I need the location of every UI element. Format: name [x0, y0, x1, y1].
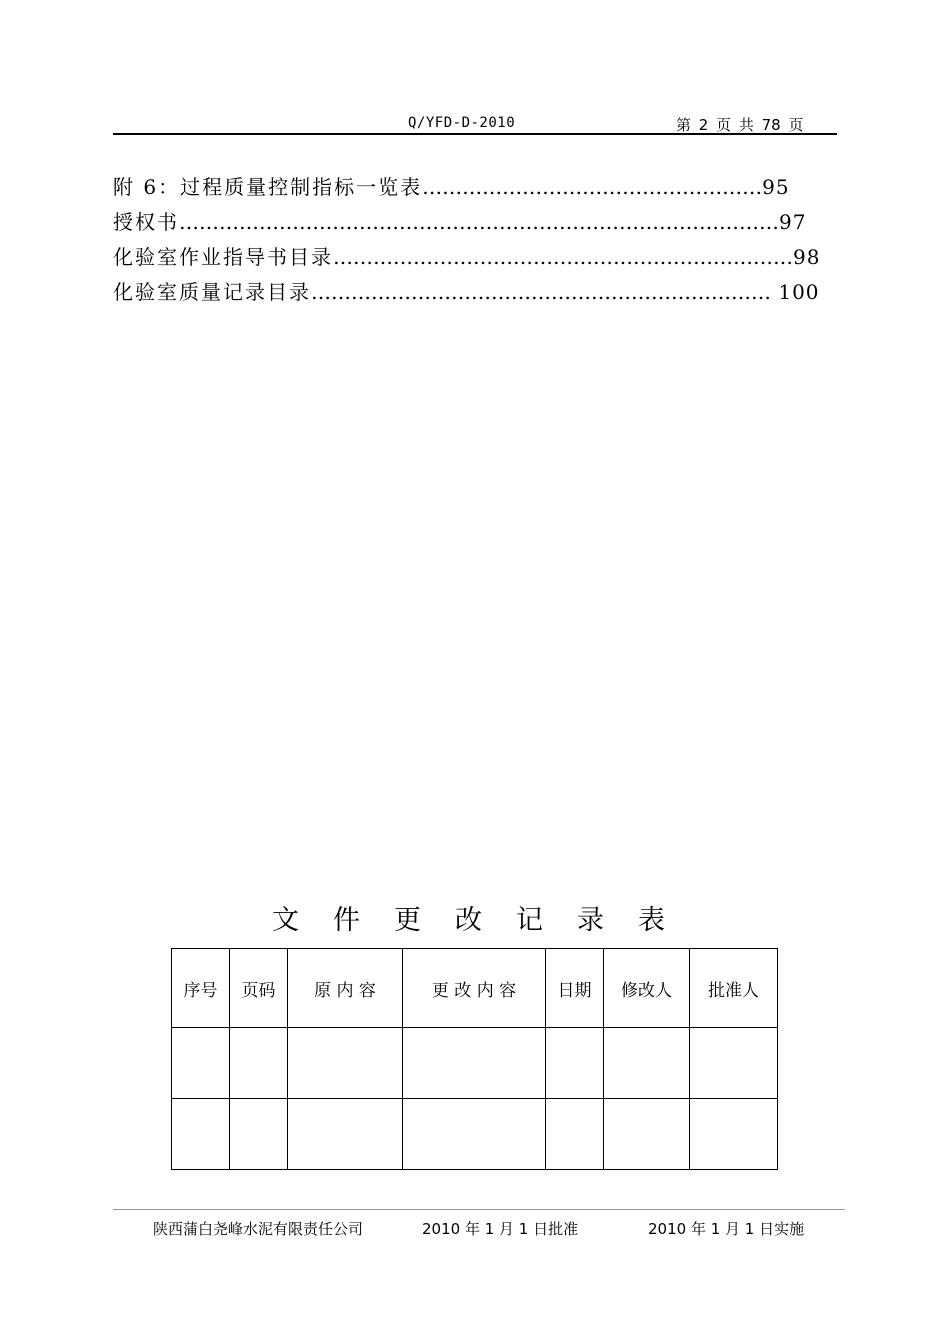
toc-item[interactable] — [113, 242, 820, 272]
table-cell — [230, 1099, 288, 1170]
table-cell — [546, 1099, 604, 1170]
toc-item-title: 附 6：过程质量控制指标一览表 — [113, 175, 423, 199]
table-cell — [690, 1028, 778, 1099]
header-modifier: 修改人 — [604, 949, 690, 1028]
toc-item[interactable] — [113, 207, 806, 237]
table-header-row — [172, 949, 778, 1028]
table-cell — [172, 1028, 230, 1099]
header-approver: 批准人 — [690, 949, 778, 1028]
footer-rule — [113, 1209, 845, 1210]
toc-item-leader: …………………………………………………………… — [333, 245, 793, 269]
header-page-number: 页码 — [230, 949, 288, 1028]
table-cell — [288, 1028, 403, 1099]
table-cell — [288, 1099, 403, 1170]
toc-item-title: 化验室质量记录目录 — [113, 280, 311, 304]
table-row — [172, 1099, 778, 1170]
page-indicator: 第 2 页 共 78 页 — [676, 116, 804, 134]
footer-effective-date: 2010 年 1 月 1 日实施 — [648, 1220, 805, 1238]
toc-item-title: 化验室作业指导书目录 — [113, 245, 333, 269]
table-cell — [230, 1028, 288, 1099]
toc-item-page: 98 — [793, 245, 821, 269]
table-cell — [403, 1028, 546, 1099]
toc-item[interactable] — [113, 172, 790, 202]
table-row — [172, 1028, 778, 1099]
header-serial-number: 序号 — [172, 949, 230, 1028]
record-table-title: 文件更改记录表 — [272, 905, 699, 936]
table-cell — [690, 1099, 778, 1170]
table-cell — [604, 1099, 690, 1170]
footer-approval-date: 2010 年 1 月 1 日批准 — [422, 1220, 579, 1238]
header-changed-content: 更 改 内 容 — [403, 949, 546, 1028]
table-cell — [172, 1099, 230, 1170]
footer-company: 陕西蒲白尧峰水泥有限责任公司 — [153, 1220, 364, 1238]
table-cell — [604, 1028, 690, 1099]
document-code: Q/YFD-D-2010 — [408, 115, 516, 131]
table-cell — [546, 1028, 604, 1099]
toc-item-leader: …………………………………………… — [422, 175, 763, 199]
header-original-content: 原 内 容 — [288, 949, 403, 1028]
toc-item[interactable] — [113, 277, 820, 307]
header-rule — [113, 133, 837, 135]
header-date: 日期 — [546, 949, 604, 1028]
toc-item-leader: …………………………………………………………… — [311, 280, 771, 304]
toc-item-title: 授权书 — [113, 210, 179, 234]
toc-item-page: 97 — [779, 210, 807, 234]
toc-item-leader: ……………………………………………………………………………… — [179, 210, 779, 234]
toc-item-page: 95 — [762, 175, 790, 199]
toc-item-page: 100 — [771, 280, 820, 304]
table-cell — [403, 1099, 546, 1170]
change-record-table — [171, 948, 778, 1170]
